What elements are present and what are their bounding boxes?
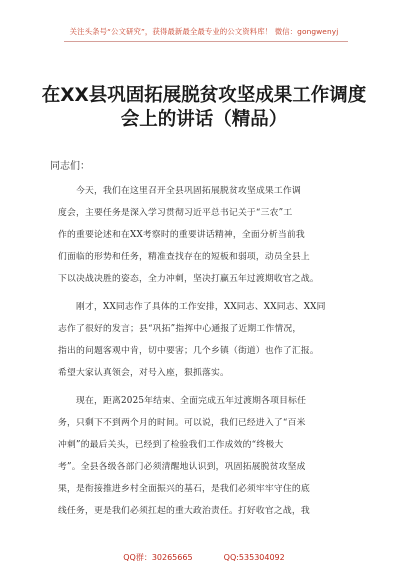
document-body	[58, 180, 358, 528]
header-divider	[64, 41, 348, 42]
paragraph-line: 线任务，更是我们必须扛起的重大政治责任。打好收官之战，我	[58, 506, 310, 516]
paragraph	[58, 180, 358, 290]
paragraph-line: 今天，我们在这里召开全县巩固拓展脱贫攻坚成果工作调	[76, 186, 301, 196]
paragraph-line: 下以决战决胜的姿态，全力冲刺，坚决打赢五年过渡期收官之战。	[58, 274, 319, 284]
paragraph-line: 们面临的形势和任务，精准查找存在的短板和弱项，动员全县上	[58, 252, 310, 262]
paragraph-line: 果，是衔接推进乡村全面振兴的基石，是我们必须牢牢守住的底	[58, 484, 310, 494]
page-title	[40, 84, 368, 132]
footer-contact	[0, 552, 408, 563]
paragraph-line: 希望大家认真领会，对号入座，狠抓落实。	[58, 368, 229, 378]
paragraph	[58, 296, 358, 384]
salutation: 同志们：	[50, 161, 90, 172]
paragraph-line: 志作了很好的发言；县“巩拓”指挥中心通报了近期工作情况，	[58, 324, 302, 334]
paragraph-line: 冲刺”的最后关头，已经到了检验我们工作成效的“终极大	[58, 440, 284, 450]
title-line-2: 会上的讲话（精品）	[120, 109, 288, 130]
paragraph-line: 度会，主要任务是深入学习贯彻习近平总书记关于“三农”工	[58, 208, 293, 218]
paragraph-line: 务，只剩下不到两个月的时间。可以说，我们已经进入了“百米	[58, 418, 306, 428]
header-banner: 关注头条号“公文研究”，获得最新最全最专业的公文资料库！ 微信：gongwenyj	[69, 27, 339, 36]
qq-number: QQ:535304092	[223, 553, 285, 562]
paragraph-line: 指出的问题客观中肯，切中要害；几个乡镇（街道）也作了汇报。	[58, 346, 319, 356]
paragraph-line: 现在，距离2025年结束、全面完成五年过渡期各项目标任	[76, 396, 307, 406]
paragraph-line: 刚才，XX同志作了具体的工作安排，XX同志、XX同志、XX同	[76, 302, 326, 312]
paragraph	[58, 390, 358, 522]
paragraph-line: 作的重要论述和在XX考察时的重要讲话精神，全面分析当前我	[58, 230, 305, 240]
paragraph-line: 考”。全县各级各部门必须清醒地认识到，巩固拓展脱贫攻坚成	[58, 462, 306, 472]
title-line-1: 在XX县巩固拓展脱贫攻坚成果工作调度	[41, 85, 367, 106]
qq-group-number: QQ群：30265665	[123, 553, 193, 562]
